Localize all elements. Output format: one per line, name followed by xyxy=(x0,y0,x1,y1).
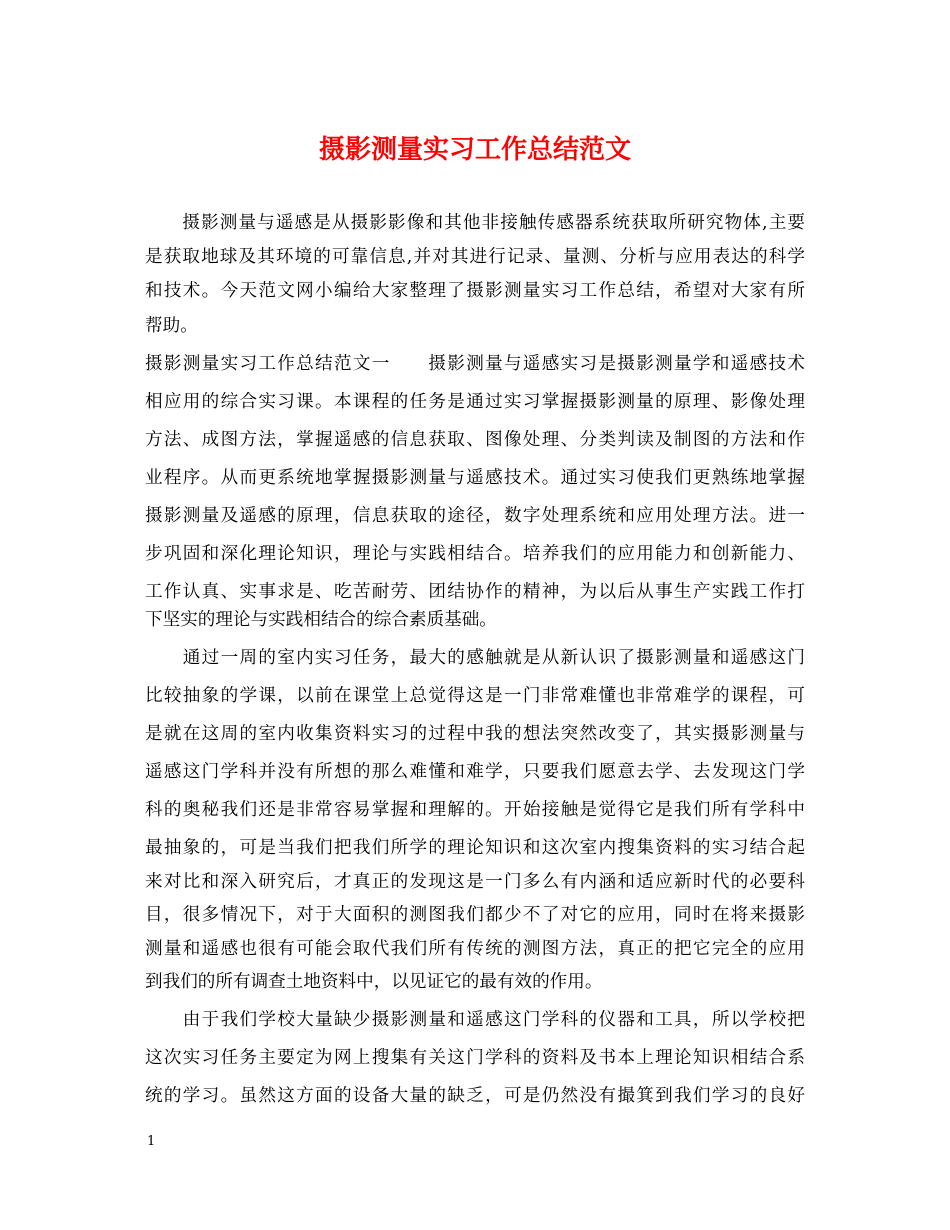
body-line: 统的学习。虽然这方面的设备大量的缺乏，可是仍然没有撮箕到我们学习的良好 xyxy=(145,1086,805,1106)
body-line: 科的奥秘我们还是非常容易掌握和理解的。开始接触是觉得它是我们所有学科中 xyxy=(145,800,805,820)
body-line: 摄影测量及遥感的原理，信息获取的途径，数字处理系统和应用处理方法。进一 xyxy=(145,506,805,526)
body-line: 是获取地球及其环境的可靠信息,并对其进行记录、量测、分析与应用表达的科学 xyxy=(145,247,805,267)
body-line: 这次实习任务主要定为网上搜集有关这门学科的资料及书本上理论知识相结合系 xyxy=(145,1048,805,1068)
body-line: 遥感这门学科并没有所想的那么难懂和难学，只要我们愿意去学、去发现这门学 xyxy=(145,762,805,782)
body-line: 是就在这周的室内收集资料实习的过程中我的想法突然改变了，其实摄影测量与 xyxy=(145,724,805,744)
body-line: 测量和遥感也很有可能会取代我们所有传统的测图方法，真正的把它完全的应用 xyxy=(145,939,805,959)
document-title: 摄影测量实习工作总结范文 xyxy=(318,135,631,165)
body-line: 帮助。 xyxy=(145,316,198,336)
body-line: 比较抽象的学课，以前在课堂上总觉得这是一门非常难懂也非常难学的课程，可 xyxy=(145,686,805,706)
body-line: 摄影测量实习工作总结范文一 摄影测量与遥感实习是摄影测量学和遥感技术 xyxy=(145,354,805,374)
body-line: 通过一周的室内实习任务，最大的感触就是从新认识了摄影测量和遥感这门 xyxy=(145,648,805,668)
body-line: 下坚实的理论与实践相结合的综合素质基础。 xyxy=(145,610,497,630)
body-line: 来对比和深入研究后，才真正的发现这是一门多么有内涵和适应新时代的必要科 xyxy=(145,872,805,892)
body-line: 到我们的所有调查土地资料中，以见证它的最有效的作用。 xyxy=(145,972,603,992)
body-line: 目，很多情况下，对于大面积的测图我们都少不了对它的应用，同时在将来摄影 xyxy=(145,905,805,925)
body-line: 由于我们学校大量缺少摄影测量和遥感这门学科的仪器和工具，所以学校把 xyxy=(145,1010,805,1030)
body-line: 摄影测量与遥感是从摄影影像和其他非接触传感器系统获取所研究物体,主要 xyxy=(145,213,805,233)
body-line: 业程序。从而更系统地掌握摄影测量与遥感技术。通过实习使我们更熟练地掌握 xyxy=(145,468,805,488)
body-line: 最抽象的，可是当我们把我们所学的理论知识和这次室内搜集资料的实习结合起 xyxy=(145,838,805,858)
body-line: 工作认真、实事求是、吃苦耐劳、团结协作的精神，为以后从事生产实践工作打 xyxy=(145,582,805,602)
body-line: 步巩固和深化理论知识，理论与实践相结合。培养我们的应用能力和创新能力、 xyxy=(145,544,805,564)
body-line: 和技术。今天范文网小编给大家整理了摄影测量实习工作总结，希望对大家有所 xyxy=(145,281,805,301)
page-number: 1 xyxy=(147,1134,156,1149)
body-line: 方法、成图方法，掌握遥感的信息获取、图像处理、分类判读及制图的方法和作 xyxy=(145,430,805,450)
body-line: 相应用的综合实习课。本课程的任务是通过实习掌握摄影测量的原理、影像处理 xyxy=(145,392,805,412)
